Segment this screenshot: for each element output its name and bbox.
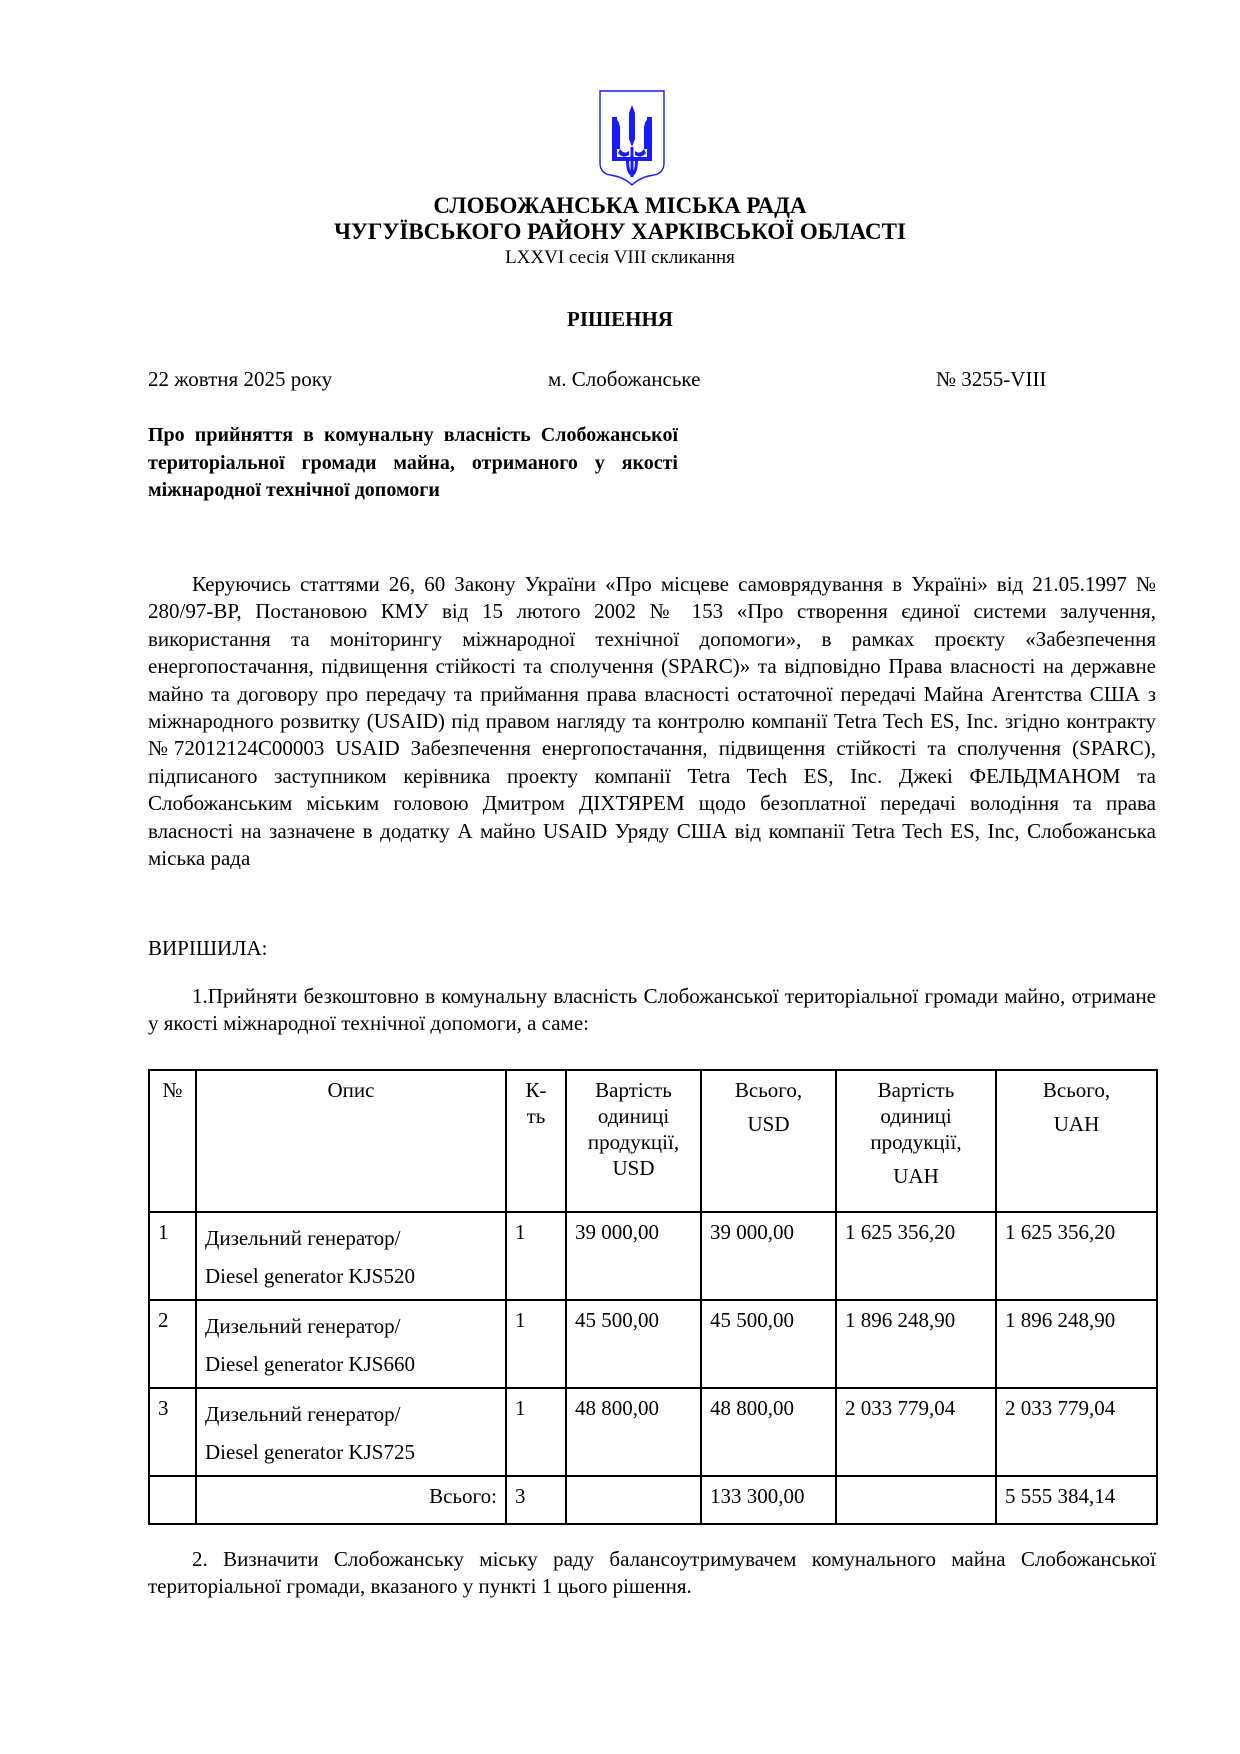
preamble-paragraph: Керуючись статтями 26, 60 Закону України «Про місцеве самоврядування в Україні» від 21.05.1997 № 280/97-ВР, Постановою КМУ від 15 лютого 2002 № 153 «Про створення єдиної системи залучення, використання та моніторингу міжнародної технічної допомоги», в рамках проєкту «Забезпечення енергопостачання, підвищення стійкості та сполучення (SPARC)» та відповідно Права власності на державне майно та договору про передачу та приймання права власності остаточної передачі Майна Агентства США з міжнародного розвитку (USAID) під правом нагляду та контролю компанії Tetra Tech ES, Inc. згідно контракту №72012124C00003 USAID Забезпечення енергопостачання, підвищення стійкості та сполучення (SPARC), підписаного заступником керівника проекту компанії Tetra Tech ES, Inc. Джекі ФЕЛЬДМАНОМ та Слобожанським міським головою Дмитром ДІХТЯРЕМ щодо безоплатної передачі володіння та права власності на зазначене в додатку А майно USAID Уряду США від компанії Tetra Tech ES, Inc, Слобожанська міська рада bbox=[148, 572, 1156, 871]
table-header-row bbox=[149, 1070, 1157, 1212]
header-description: Опис bbox=[196, 1070, 506, 1212]
cell-usd-total: 48 800,00 bbox=[701, 1388, 836, 1476]
cell-no: 2 bbox=[149, 1300, 196, 1388]
decided-label: ВИРІШИЛА: bbox=[148, 936, 268, 960]
cell-usd-unit: 48 800,00 bbox=[566, 1388, 701, 1476]
total-uah: 5 555 384,14 bbox=[996, 1476, 1157, 1524]
decision-item-1: 1.Прийняти безкоштовно в комунальну власність Слобожанської територіальної громади майно, отримане у якості міжнародної технічної допомоги, а саме: bbox=[148, 984, 1156, 1036]
cell-uah-unit: 1 896 248,90 bbox=[836, 1300, 996, 1388]
document-type-title: РІШЕННЯ bbox=[567, 307, 673, 331]
decision-item-2: 2. Визначити Слобожанську міську раду балансоутримувачем комунального майна Слобожанської територіальної громади, вказаного у пункті 1 цього рішення. bbox=[148, 1547, 1156, 1599]
decision-date: 22 жовтня 2025 року bbox=[148, 367, 333, 391]
total-label: Всього: bbox=[196, 1476, 506, 1524]
cell-no: 1 bbox=[149, 1212, 196, 1300]
header-no: № bbox=[149, 1070, 196, 1212]
council-name: СЛОБОЖАНСЬКА МІСЬКА РАДА bbox=[433, 193, 807, 218]
cell-description: Дизельний генератор/ Diesel generator KJS725 bbox=[196, 1388, 506, 1476]
cell-empty bbox=[566, 1476, 701, 1524]
cell-uah-total: 1 625 356,20 bbox=[996, 1212, 1157, 1300]
decision-subject: Про прийняття в комунальну власність Слобожанської територіальної громади майна, отриманого у якості міжнародної технічної допомоги bbox=[148, 424, 678, 501]
table-total-row bbox=[149, 1476, 1157, 1524]
cell-uah-unit: 2 033 779,04 bbox=[836, 1388, 996, 1476]
property-table bbox=[148, 1069, 1158, 1525]
cell-quantity: 1 bbox=[506, 1388, 566, 1476]
decision-city: м. Слобожанське bbox=[548, 367, 701, 391]
table-row bbox=[149, 1212, 1157, 1300]
cell-usd-unit: 39 000,00 bbox=[566, 1212, 701, 1300]
cell-no: 3 bbox=[149, 1388, 196, 1476]
decision-number: № 3255-VIII bbox=[936, 367, 1047, 391]
total-usd: 133 300,00 bbox=[701, 1476, 836, 1524]
cell-quantity: 1 bbox=[506, 1212, 566, 1300]
header-uah-unit-price: Вартість одиниці продукції, UAH bbox=[836, 1070, 996, 1212]
total-quantity: 3 bbox=[506, 1476, 566, 1524]
table-row bbox=[149, 1300, 1157, 1388]
cell-uah-unit: 1 625 356,20 bbox=[836, 1212, 996, 1300]
cell-description: Дизельний генератор/ Diesel generator KJS660 bbox=[196, 1300, 506, 1388]
header-quantity: К- ть bbox=[506, 1070, 566, 1212]
cell-uah-total: 2 033 779,04 bbox=[996, 1388, 1157, 1476]
district-region: ЧУГУЇВСЬКОГО РАЙОНУ ХАРКІВСЬКОЇ ОБЛАСТІ bbox=[334, 219, 906, 244]
cell-empty bbox=[836, 1476, 996, 1524]
trident-coat-of-arms-icon bbox=[598, 89, 666, 187]
header-usd-total: Всього, USD bbox=[701, 1070, 836, 1212]
cell-usd-total: 45 500,00 bbox=[701, 1300, 836, 1388]
header-uah-total: Всього, UAH bbox=[996, 1070, 1157, 1212]
cell-uah-total: 1 896 248,90 bbox=[996, 1300, 1157, 1388]
cell-description: Дизельний генератор/ Diesel generator KJS520 bbox=[196, 1212, 506, 1300]
cell-quantity: 1 bbox=[506, 1300, 566, 1388]
cell-usd-unit: 45 500,00 bbox=[566, 1300, 701, 1388]
cell-empty bbox=[149, 1476, 196, 1524]
header-usd-unit-price: Вартість одиниці продукції, USD bbox=[566, 1070, 701, 1212]
session-info: LXXVI сесія VIII скликання bbox=[505, 247, 735, 268]
table-row bbox=[149, 1388, 1157, 1476]
cell-usd-total: 39 000,00 bbox=[701, 1212, 836, 1300]
